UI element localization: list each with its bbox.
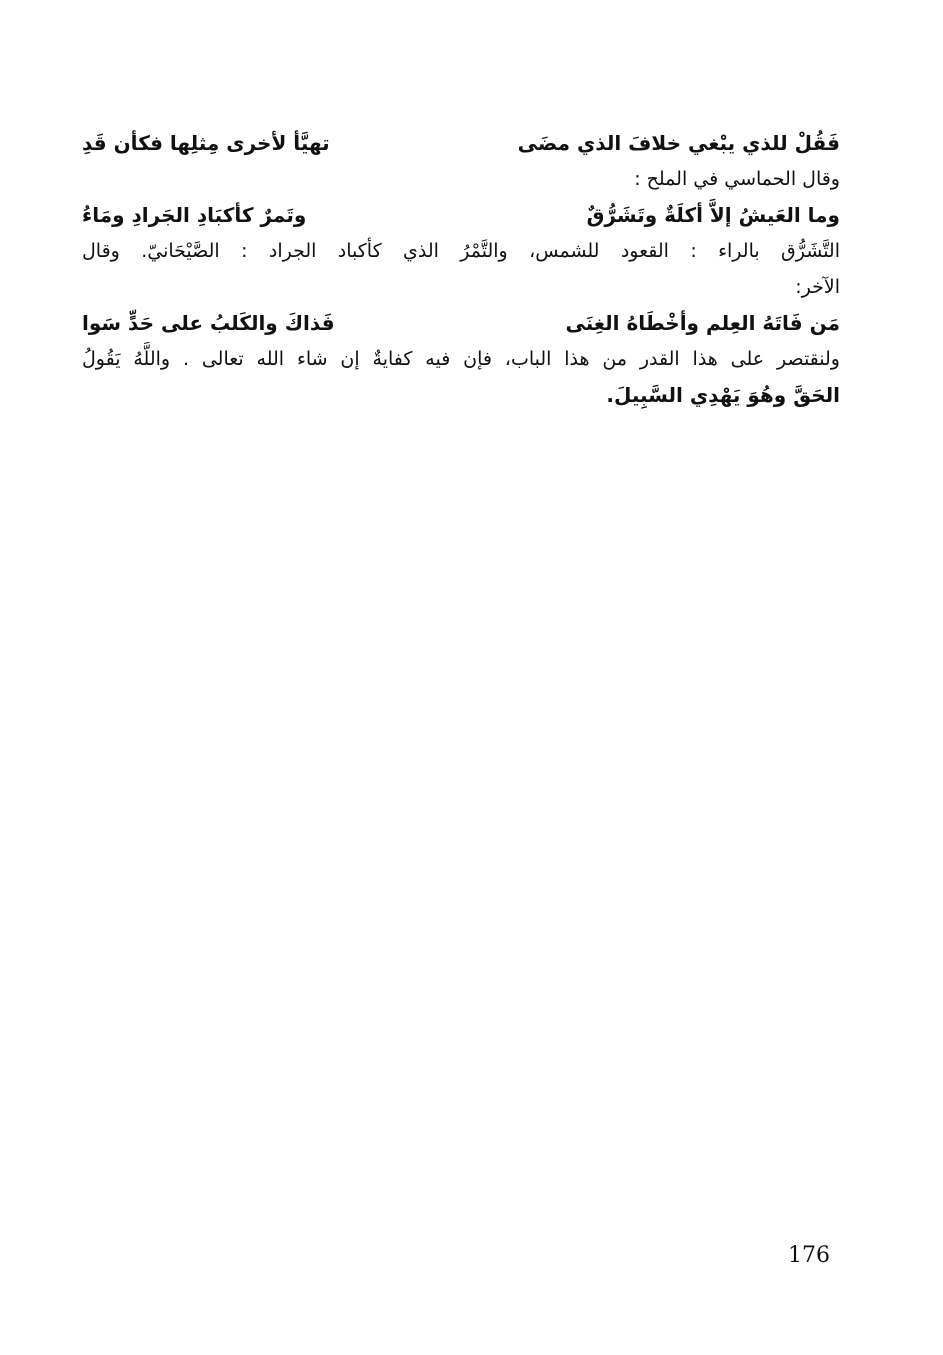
verse-line-3	[82, 305, 840, 341]
closing-line-2: الحَقَّ وهُوَ يَهْدِي السَّبِيلَ.	[606, 383, 840, 407]
verse-1-first-hemistich: فَقُلْ للذي يبْغي خلافَ الذي مضَى	[517, 131, 840, 155]
explanation-line-2: الآخر:	[795, 276, 840, 298]
intro-line: وقال الحماسي في الملح :	[634, 168, 840, 190]
verse-2-second-hemistich: وتَمرٌ كأكبَادِ الجَرادِ ومَاءُ	[82, 203, 307, 227]
verse-1-second-hemistich: تهيَّأ لأخرى مِثلِها فكأن قَدِ	[82, 131, 330, 155]
verse-3-first-hemistich: مَن فَاتَهُ العِلم وأخْطَاهُ الغِنَى	[565, 311, 840, 335]
arabic-text-block	[82, 125, 840, 413]
closing-line-1: ولنقتصر على هذا القدر من هذا الباب، فإن فيه كفايةٌ إن شاء الله تعالى . واللَّهُ يَقُولُ	[82, 348, 840, 370]
verse-line-2	[82, 197, 840, 233]
verse-line-1	[82, 125, 840, 161]
verse-3-second-hemistich: فَذاكَ والكَلبُ على حَدٍّ سَوا	[82, 311, 335, 335]
page-number: 176	[788, 1243, 830, 1268]
explanation-line-1: التَّشَرُّق بالراء : القعود للشمس، والتَّمْرُ الذي كأكباد الجراد : الصَّيْحَانيّ. وقال	[82, 240, 840, 262]
verse-2-first-hemistich: وما العَيشُ إلاَّ أكلَةٌ وتَشَرُّقٌ	[586, 203, 840, 227]
